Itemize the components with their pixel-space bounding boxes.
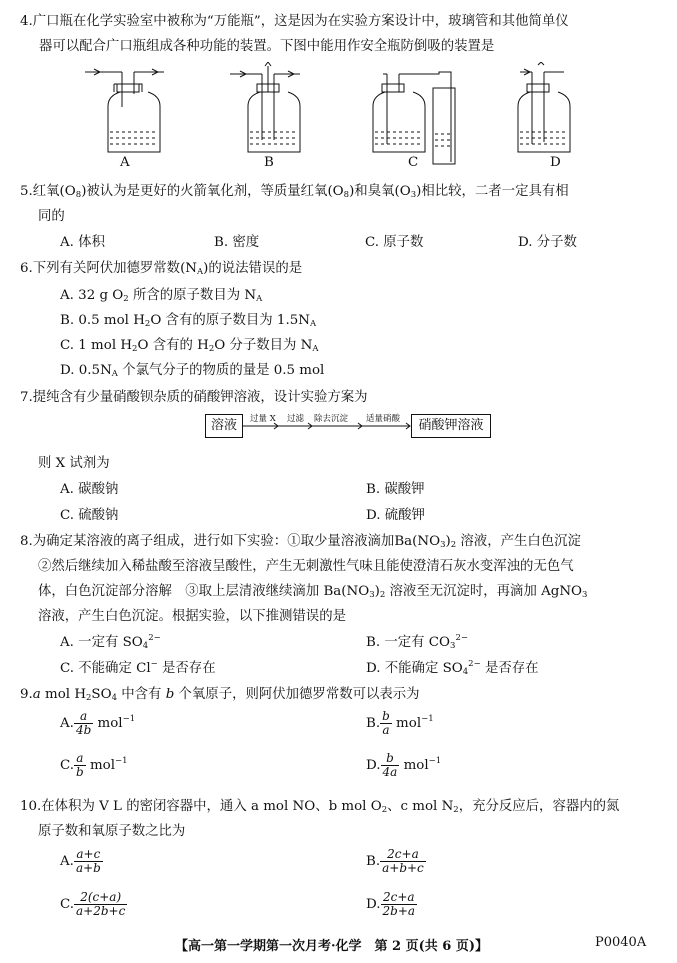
- q8-line2: ②然后继续加入稀盐酸至溶液呈酸性，产生无刺激性气味且能使澄清石灰水变浑浊的无色气: [38, 559, 574, 574]
- q5-option-b: B. 密度: [214, 235, 260, 250]
- q6-stem: 6.下列有关阿伏加德罗常数$(N_A)$的说法错误的是: [20, 261, 303, 277]
- flow-start-box: 溶液: [205, 414, 243, 438]
- q5-line1: 5.红氧$(O_8)$被认为是更好的火箭氧化剂，等质量红氧$(O_8)$和臭氧$(O_3)$相比较，二者一定具有相: [20, 184, 569, 200]
- q6-option-a: A. 32 g $O_2$ 所含的原子数目为 $N_A$: [60, 288, 263, 304]
- q8-option-a: A. 一定有 $SO_4^{2-}$: [60, 633, 161, 651]
- q8-option-c: C. 不能确定 Cl− 是否存在: [60, 659, 216, 676]
- q8-line1: 8.为确定某溶液的离子组成，进行如下实验：①取少量溶液滴加$Ba(NO_3)_2$ 溶液，产生白色沉淀: [20, 534, 581, 550]
- apparatus-c-icon: [373, 72, 455, 164]
- apparatus-a-icon: [85, 69, 164, 152]
- paper-code: P0040A: [595, 935, 647, 950]
- flow-step-1: 过量 X: [250, 414, 276, 424]
- q8-line4: 溶液，产生白色沉淀。根据实验，以下推测错误的是: [38, 609, 346, 624]
- q10-line2: 原子数和氧原子数之比为: [38, 824, 186, 839]
- q9-option-a: A. $\frac{a}{4b}$ mol$^{-1}$: [60, 709, 136, 737]
- q6-option-d: D. $0.5N_A$ 个氯气分子的物质的量是 0.5 mol: [60, 363, 325, 379]
- q5-option-d: D. 分子数: [518, 235, 577, 250]
- q6-option-c: C. 1 mol $H_2O$ 含有的 $H_2O$ 分子数目为 $N_A$: [60, 338, 319, 354]
- q9-option-d: D. $\frac{b}{4a}$ mol$^{-1}$: [366, 751, 442, 779]
- apparatus-figure: [80, 62, 600, 172]
- q10-option-d: D. $\frac{2c+a}{2b+a}$: [366, 890, 416, 918]
- q6-option-b: B. 0.5 mol $H_2O$ 含有的原子数目为 $1.5N_A$: [60, 313, 317, 329]
- q7-option-d: D. 硫酸钾: [366, 508, 425, 523]
- q4-line1: 4.广口瓶在化学实验室中被称为“万能瓶”，这是因为在实验方案设计中，玻璃管和其他简单仪: [20, 14, 569, 29]
- q5-option-c: C. 原子数: [365, 235, 424, 250]
- apparatus-b-icon: [230, 62, 300, 152]
- q7-option-b: B. 碳酸钾: [366, 482, 425, 497]
- q4-line2: 器可以配合广口瓶组成各种功能的装置。下图中能用作安全瓶防倒吸的装置是: [39, 39, 495, 54]
- apparatus-label-a: A: [120, 155, 130, 170]
- q8-option-d: D. 不能确定 $SO_4^{2-}$ 是否存在: [366, 659, 539, 677]
- q5-line2: 同的: [38, 209, 65, 224]
- apparatus-d-icon: [518, 62, 570, 152]
- q7-option-c: C. 硫酸钠: [60, 508, 119, 523]
- apparatus-label-b: B: [264, 155, 274, 170]
- q9-option-c: C. $\frac{a}{b}$ mol$^{-1}$: [60, 751, 128, 779]
- q7-then: 则 X 试剂为: [38, 456, 110, 471]
- q5-option-a: A. 体积: [60, 235, 105, 250]
- flow-end-box: 硝酸钾溶液: [411, 414, 491, 438]
- flow-step-3: 除去沉淀: [314, 414, 349, 424]
- flow-step-4: 适量硝酸: [366, 414, 401, 424]
- q10-line1: 10.在体积为 V L 的密闭容器中，通入 a mol NO、b mol $O_2$、c mol $N_2$，充分反应后，容器内的氮: [20, 799, 620, 815]
- q10-option-c: C. $\frac{2(c+a)}{a+2b+c}$: [60, 890, 126, 918]
- apparatus-label-c: C: [408, 155, 419, 170]
- q8-line3: 体，白色沉淀部分溶解 ③取上层清液继续滴加 $Ba(NO_3)_2$ 溶液至无沉淀时，再滴加 AgNO$_3$: [38, 584, 588, 600]
- apparatus-label-d: D: [550, 155, 561, 170]
- q10-option-a: A. $\frac{a+c}{a+b}$: [60, 847, 101, 875]
- q8-option-b: B. 一定有 $CO_3^{2-}$: [366, 633, 468, 651]
- q9-stem: 9.a mol $H_2SO_4$ 中含有 b 个氧原子，则阿伏加德罗常数可以表示为: [20, 687, 420, 703]
- flow-step-2: 过滤: [287, 414, 305, 424]
- q7-option-a: A. 碳酸钠: [60, 482, 119, 497]
- q10-option-b: B. $\frac{2c+a}{a+b+c}$: [366, 847, 424, 875]
- q7-stem: 7.提纯含有少量硝酸钡杂质的硝酸钾溶液，设计实验方案为: [20, 390, 368, 405]
- q9-option-b: B. $\frac{b}{a}$ mol$^{-1}$: [366, 709, 434, 737]
- page-footer: 【高一第一学期第一次月考·化学 第 2 页(共 6 页)】: [175, 939, 489, 954]
